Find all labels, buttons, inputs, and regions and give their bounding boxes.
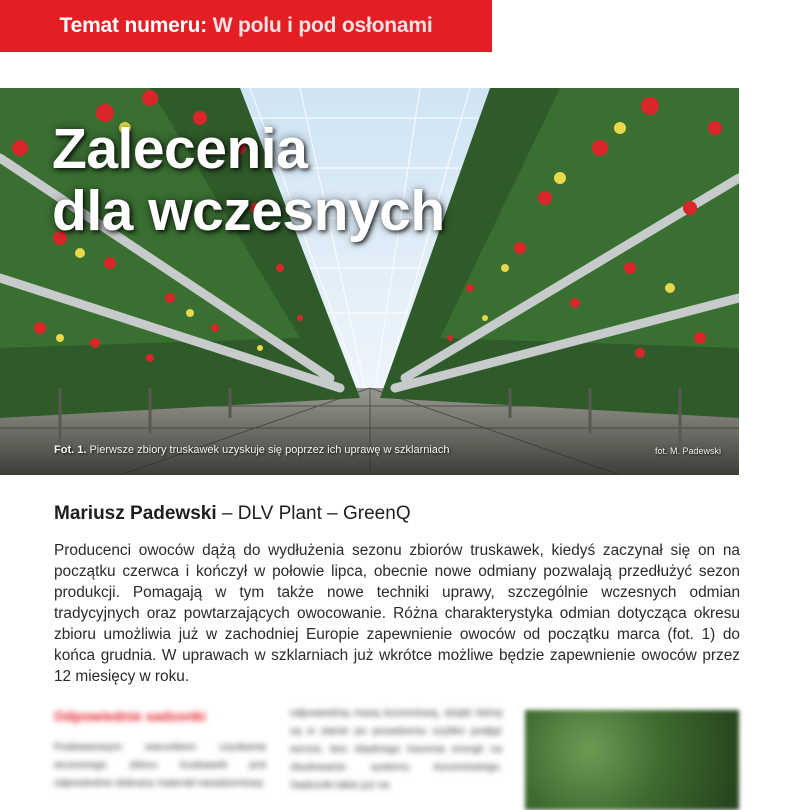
- author-affiliation: – DLV Plant – GreenQ: [221, 503, 411, 524]
- title-line-1: Zalecenia: [52, 117, 308, 181]
- body-column-1: Podstawowym warunkiem uzyskania wczesnego zbioru truskawek jest odpowiednio dobrany materiał nasadzeniowy: [54, 741, 266, 789]
- banner-topic: W polu i pod osłonami: [212, 14, 433, 37]
- topic-banner: [0, 0, 492, 52]
- photo-credit: fot. M. Padewski: [654, 446, 721, 456]
- strawberry-plants-photo: [525, 710, 739, 810]
- caption-text: Pierwsze zbiory truskawek uzyskuje się poprzez ich uprawę w szklarniach: [89, 444, 450, 456]
- hero-photo: [0, 88, 739, 475]
- photo-caption: [54, 444, 450, 456]
- title-line-2: dla wczesnych: [52, 179, 445, 243]
- body-column-2: odpowiednią masą korzeniową, dzięki której są w stanie po posadzeniu szybko podjąć wzrost, bez zbędnego tracenia energii na zbudowanie systemu korzeniowego. Sadzonki takie już na: [290, 707, 502, 791]
- article-title: [52, 118, 445, 242]
- banner-label: Temat numeru:: [59, 14, 208, 37]
- byline: [54, 503, 411, 525]
- section-heading: Odpowiednie sadzonki: [54, 708, 206, 724]
- caption-label: Fot. 1.: [54, 444, 87, 456]
- author-name: Mariusz Padewski: [54, 503, 217, 524]
- lead-paragraph: Producenci owoców dążą do wydłużenia sezonu zbiorów truskawek, kiedyś zaczynał się on na początku czerwca i kończył w połowie lipca, obecnie nowe odmiany pozwalają przedłużyć sezon produkcji. Pomagają w tym także nowe techniki uprawy, szczególnie wczesnych odmian tradycyjnych oraz powtarzających owocowanie. Różna charakterystyka odmian dotycząca okresu zbioru umożliwia już w zachodniej Europie zapewnienie owoców od początku marca (fot. 1) do końca grudnia. W uprawach w szklarniach już wkrótce możliwe będzie zapewnienie owoców przez 12 miesięcy w roku.: [54, 542, 740, 685]
